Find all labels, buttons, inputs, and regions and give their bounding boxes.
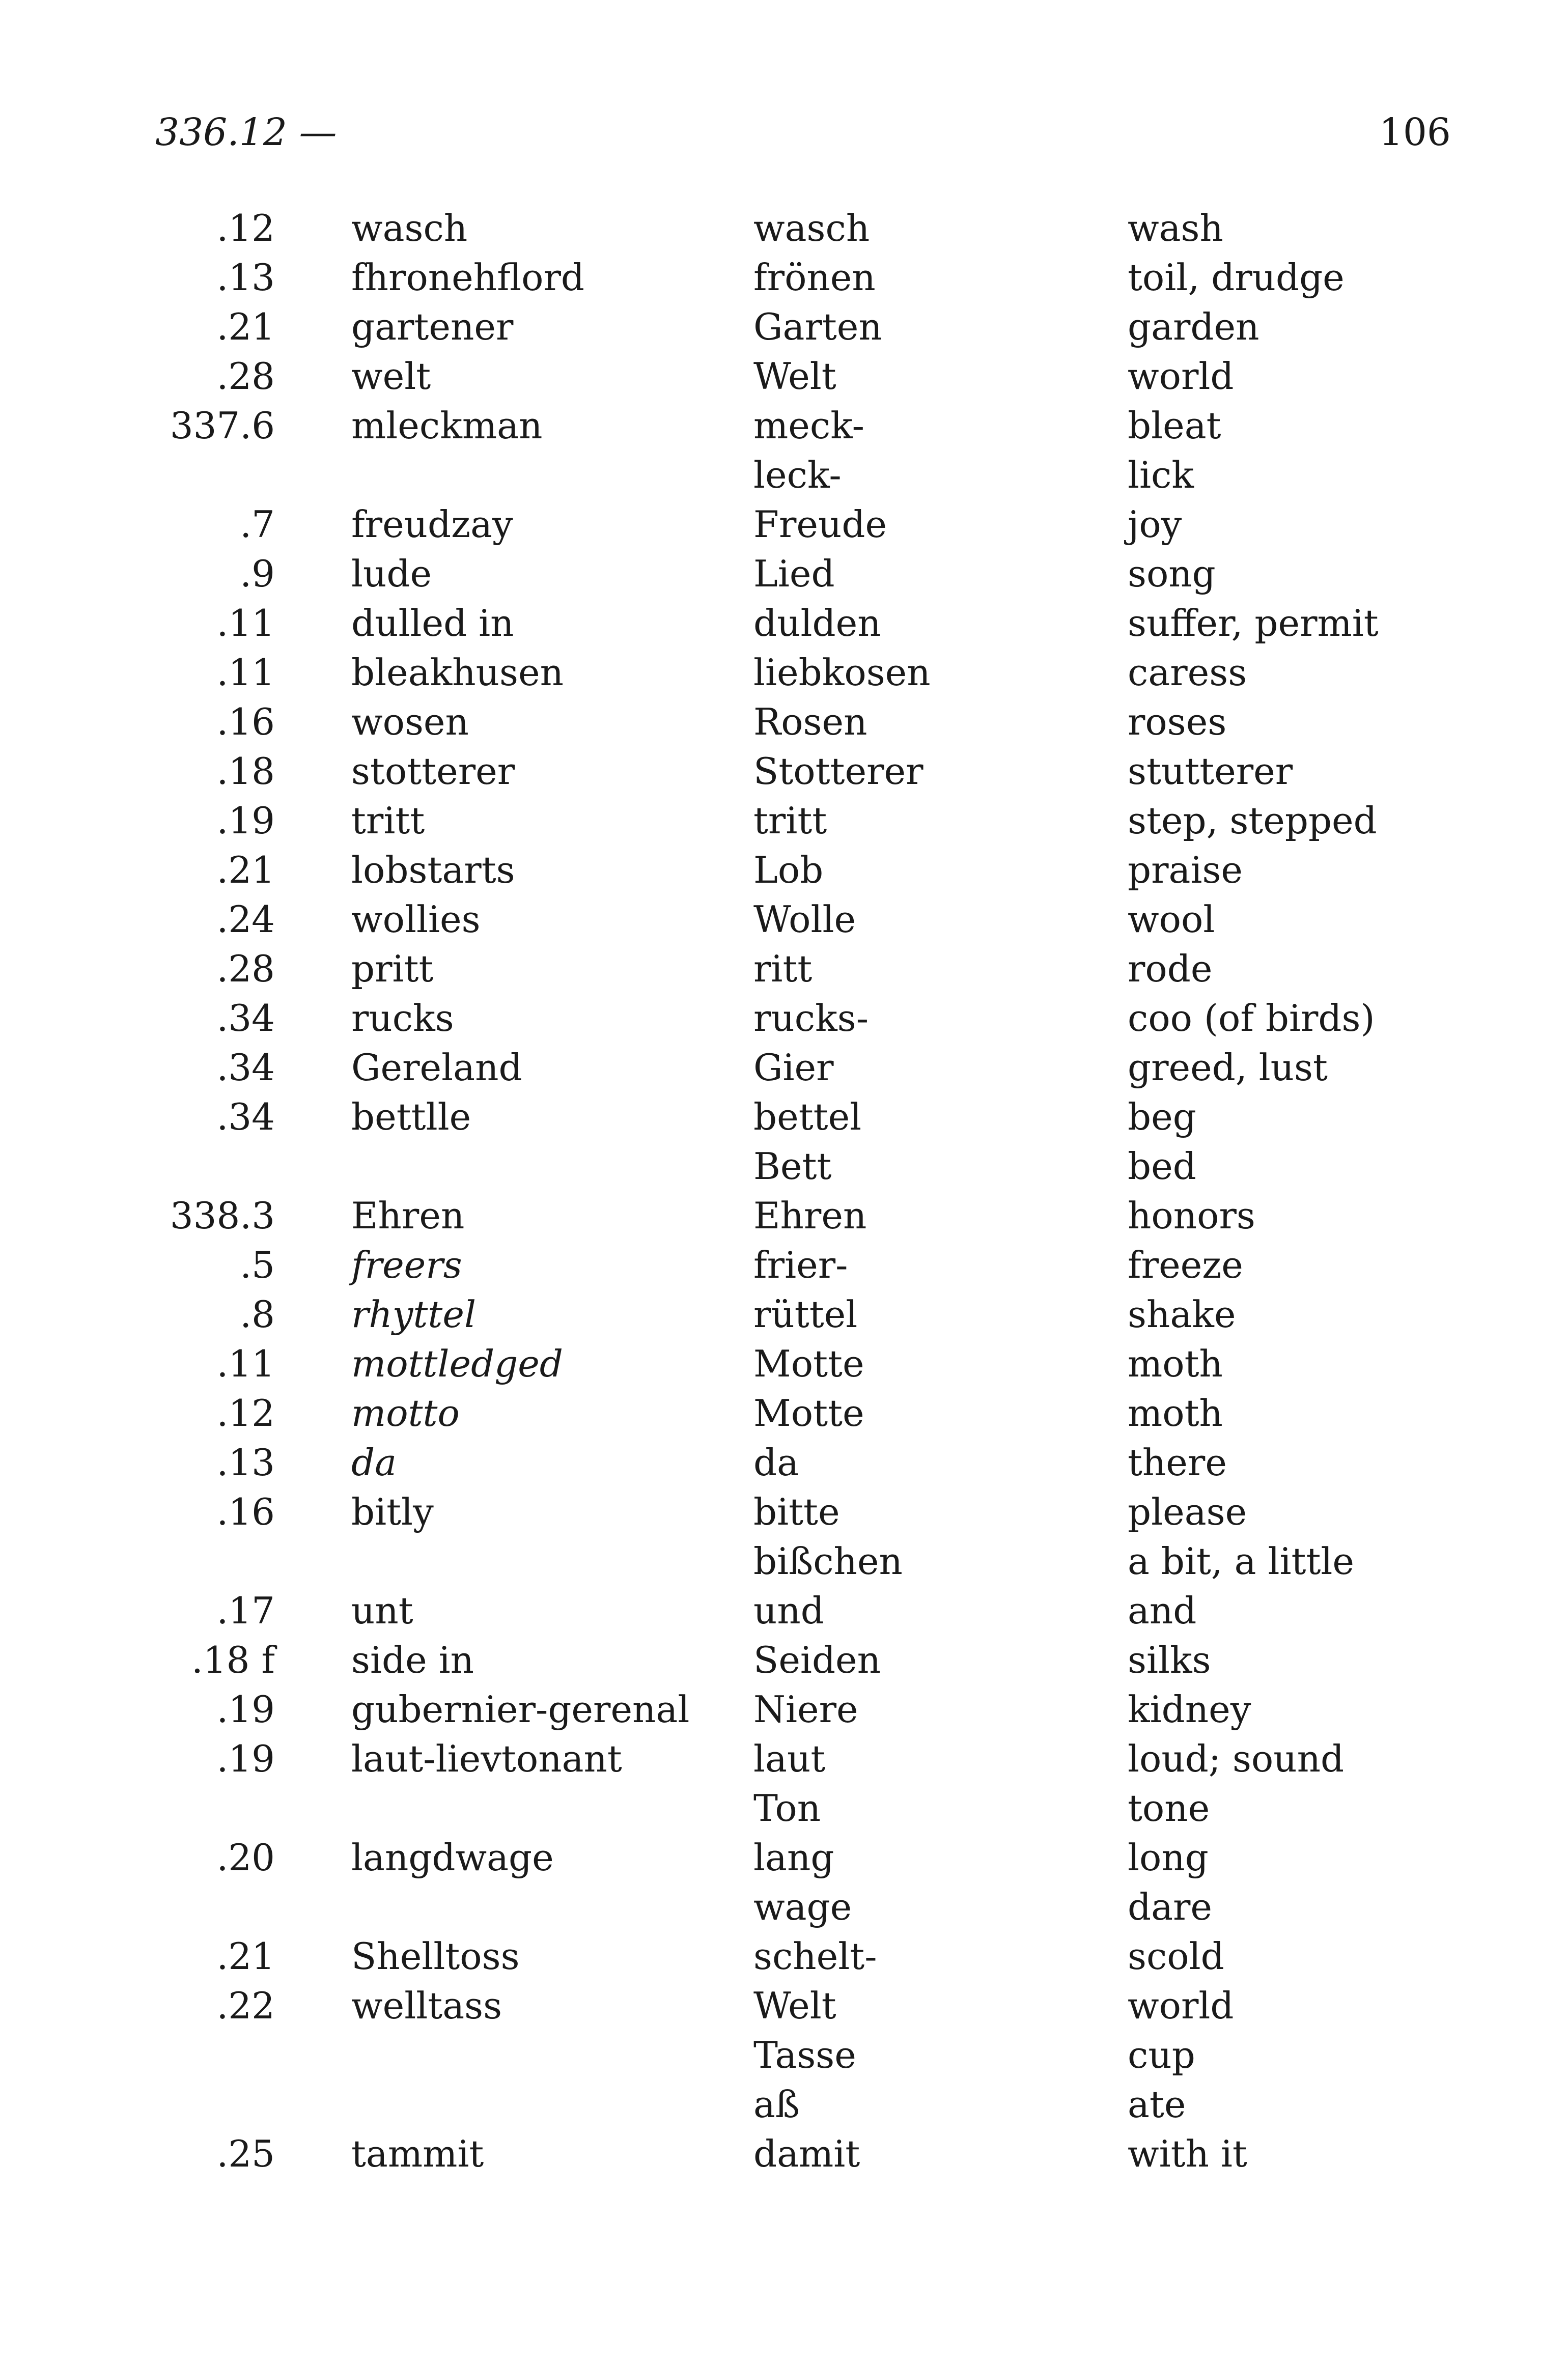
glossary-row	[0, 1636, 1568, 1685]
source-word: pritt	[351, 947, 434, 990]
glossary-row	[0, 994, 1568, 1043]
line-reference: .34	[216, 1095, 275, 1138]
english-gloss: praise	[1128, 849, 1243, 891]
english-gloss: silks	[1128, 1639, 1211, 1681]
german-word: liebkosen	[753, 651, 931, 694]
glossary-row	[0, 1142, 1568, 1191]
glossary-row	[0, 846, 1568, 895]
source-word: wosen	[351, 700, 469, 743]
glossary-row	[0, 401, 1568, 451]
glossary-row	[0, 697, 1568, 747]
english-gloss: long	[1128, 1836, 1209, 1879]
german-word: aß	[753, 2083, 800, 2126]
line-reference: .5	[240, 1244, 275, 1286]
line-reference: .25	[216, 2132, 275, 2175]
english-gloss: bed	[1128, 1145, 1196, 1188]
english-gloss: wash	[1128, 207, 1223, 249]
line-reference: .16	[216, 700, 275, 743]
line-reference: .11	[216, 602, 275, 644]
line-reference: .8	[240, 1293, 275, 1336]
english-gloss: rode	[1128, 947, 1213, 990]
source-word: langdwage	[351, 1836, 554, 1879]
page-number: 106	[1379, 110, 1451, 154]
glossary-row	[0, 648, 1568, 697]
english-gloss: joy	[1128, 503, 1182, 546]
english-gloss: toil, drudge	[1128, 256, 1345, 299]
source-word: bitly	[351, 1491, 434, 1533]
line-reference: .9	[240, 552, 275, 595]
english-gloss: dare	[1128, 1886, 1213, 1928]
german-word: da	[753, 1441, 799, 1484]
english-gloss: kidney	[1128, 1688, 1251, 1731]
source-word: Ehren	[351, 1194, 465, 1237]
source-word: rucks	[351, 997, 454, 1039]
german-word: wasch	[753, 207, 870, 249]
source-word: gubernier-gerenal	[351, 1688, 690, 1731]
german-word: und	[753, 1589, 824, 1632]
glossary-row	[0, 1487, 1568, 1537]
german-word: Stotterer	[753, 750, 923, 793]
glossary-row	[0, 1339, 1568, 1389]
glossary-row	[0, 796, 1568, 846]
english-gloss: world	[1128, 1984, 1234, 2027]
source-word: fhronehflord	[351, 256, 585, 299]
english-gloss: song	[1128, 552, 1216, 595]
source-word: mleckman	[351, 404, 543, 447]
source-word: rhyttel	[351, 1293, 476, 1336]
glossary-row	[0, 599, 1568, 648]
german-word: Niere	[753, 1688, 858, 1731]
source-word: Shelltoss	[351, 1935, 520, 1978]
german-word: rucks-	[753, 997, 869, 1039]
german-word: Welt	[753, 1984, 836, 2027]
german-word: frier-	[753, 1244, 848, 1286]
english-gloss: wool	[1128, 898, 1215, 941]
line-reference: .19	[216, 1688, 275, 1731]
german-word: Motte	[753, 1392, 864, 1435]
source-word: wasch	[351, 207, 468, 249]
line-reference: .28	[216, 947, 275, 990]
english-gloss: there	[1128, 1441, 1227, 1484]
source-word: bleakhusen	[351, 651, 564, 694]
english-gloss: loud; sound	[1128, 1737, 1345, 1780]
german-word: Freude	[753, 503, 887, 546]
line-reference: .20	[216, 1836, 275, 1879]
german-word: laut	[753, 1737, 826, 1780]
source-word: welltass	[351, 1984, 502, 2027]
german-word: Lob	[753, 849, 824, 891]
german-word: ritt	[753, 947, 813, 990]
glossary-row	[0, 747, 1568, 796]
line-reference: .21	[216, 305, 275, 348]
german-word: frönen	[753, 256, 876, 299]
source-word: motto	[351, 1392, 460, 1435]
german-word: Ton	[753, 1787, 821, 1830]
source-word: side in	[351, 1639, 474, 1681]
line-reference: .11	[216, 651, 275, 694]
german-word: Bett	[753, 1145, 832, 1188]
glossary-row	[0, 1882, 1568, 1932]
german-word: dulden	[753, 602, 881, 644]
line-reference: .34	[216, 997, 275, 1039]
line-reference: .7	[240, 503, 275, 546]
source-word: tammit	[351, 2132, 484, 2175]
english-gloss: shake	[1128, 1293, 1236, 1336]
source-word: Gereland	[351, 1046, 522, 1089]
line-reference: .28	[216, 355, 275, 398]
line-reference: .34	[216, 1046, 275, 1089]
line-reference: .16	[216, 1491, 275, 1533]
german-word: schelt-	[753, 1935, 877, 1978]
german-word: Tasse	[753, 2034, 856, 2076]
english-gloss: coo (of birds)	[1128, 997, 1375, 1039]
glossary-row	[0, 1981, 1568, 2031]
english-gloss: a bit, a little	[1128, 1540, 1355, 1583]
line-reference: .17	[216, 1589, 275, 1632]
source-word: laut-lievtonant	[351, 1737, 622, 1780]
english-gloss: tone	[1128, 1787, 1210, 1830]
german-word: lang	[753, 1836, 834, 1879]
glossary-row	[0, 549, 1568, 599]
german-word: leck-	[753, 454, 842, 496]
source-word: mottledged	[351, 1342, 564, 1385]
german-word: Gier	[753, 1046, 834, 1089]
glossary-row	[0, 1241, 1568, 1290]
glossary-row	[0, 302, 1568, 352]
german-word: Welt	[753, 355, 836, 398]
german-word: Rosen	[753, 700, 867, 743]
english-gloss: beg	[1128, 1095, 1196, 1138]
glossary-row	[0, 253, 1568, 302]
source-word: stotterer	[351, 750, 515, 793]
english-gloss: scold	[1128, 1935, 1224, 1978]
english-gloss: step, stepped	[1128, 799, 1377, 842]
source-word: tritt	[351, 799, 425, 842]
english-gloss: with it	[1128, 2132, 1247, 2175]
source-word: wollies	[351, 898, 481, 941]
german-word: rüttel	[753, 1293, 858, 1336]
glossary-row	[0, 1932, 1568, 1981]
english-gloss: caress	[1128, 651, 1247, 694]
english-gloss: roses	[1128, 700, 1227, 743]
glossary-row	[0, 1833, 1568, 1882]
glossary-row	[0, 204, 1568, 253]
german-word: damit	[753, 2132, 860, 2175]
german-word: Garten	[753, 305, 882, 348]
source-word: freers	[351, 1244, 462, 1286]
line-reference: .24	[216, 898, 275, 941]
glossary-row	[0, 2129, 1568, 2179]
glossary-row	[0, 1438, 1568, 1487]
line-reference: .19	[216, 799, 275, 842]
english-gloss: ate	[1128, 2083, 1186, 2126]
glossary-row	[0, 1290, 1568, 1339]
line-reference: 338.3	[170, 1194, 275, 1237]
english-gloss: honors	[1128, 1194, 1255, 1237]
line-reference: .12	[216, 1392, 275, 1435]
english-gloss: garden	[1128, 305, 1259, 348]
glossary-row	[0, 895, 1568, 944]
source-word: gartener	[351, 305, 514, 348]
source-word: bettlle	[351, 1095, 471, 1138]
glossary-row	[0, 2031, 1568, 2080]
glossary-row	[0, 1092, 1568, 1142]
glossary-row	[0, 500, 1568, 549]
german-word: Seiden	[753, 1639, 881, 1681]
line-reference: .12	[216, 207, 275, 249]
line-reference: .18 f	[191, 1639, 275, 1681]
glossary-row	[0, 944, 1568, 994]
english-gloss: freeze	[1128, 1244, 1243, 1286]
line-reference: 337.6	[170, 404, 275, 447]
glossary-row	[0, 1685, 1568, 1734]
line-reference: .13	[216, 1441, 275, 1484]
glossary-row	[0, 1043, 1568, 1092]
german-word: bißchen	[753, 1540, 903, 1583]
glossary-row	[0, 451, 1568, 500]
source-word: lobstarts	[351, 849, 515, 891]
english-gloss: world	[1128, 355, 1234, 398]
glossary-row	[0, 1734, 1568, 1784]
german-word: tritt	[753, 799, 827, 842]
line-reference: .19	[216, 1737, 275, 1780]
english-gloss: please	[1128, 1491, 1247, 1533]
english-gloss: moth	[1128, 1342, 1223, 1385]
english-gloss: and	[1128, 1589, 1197, 1632]
german-word: wage	[753, 1886, 852, 1928]
german-word: meck-	[753, 404, 864, 447]
glossary-row	[0, 1784, 1568, 1833]
source-word: freudzay	[351, 503, 513, 546]
glossary-row	[0, 1389, 1568, 1438]
english-gloss: greed, lust	[1128, 1046, 1328, 1089]
glossary-row	[0, 2080, 1568, 2129]
german-word: bitte	[753, 1491, 840, 1533]
german-word: bettel	[753, 1095, 862, 1138]
source-word: lude	[351, 552, 432, 595]
english-gloss: lick	[1128, 454, 1194, 496]
line-reference: .18	[216, 750, 275, 793]
running-head-reference: 336.12 —	[155, 110, 337, 154]
english-gloss: cup	[1128, 2034, 1195, 2076]
source-word: unt	[351, 1589, 413, 1632]
glossary-list	[0, 204, 1568, 2179]
english-gloss: bleat	[1128, 404, 1221, 447]
english-gloss: suffer, permit	[1128, 602, 1379, 644]
line-reference: .21	[216, 849, 275, 891]
source-word: welt	[351, 355, 431, 398]
german-word: Lied	[753, 552, 835, 595]
line-reference: .21	[216, 1935, 275, 1978]
glossary-row	[0, 352, 1568, 401]
line-reference: .22	[216, 1984, 275, 2027]
source-word: dulled in	[351, 602, 514, 644]
english-gloss: moth	[1128, 1392, 1223, 1435]
german-word: Wolle	[753, 898, 856, 941]
german-word: Ehren	[753, 1194, 867, 1237]
glossary-row	[0, 1586, 1568, 1636]
glossary-row	[0, 1537, 1568, 1586]
english-gloss: stutterer	[1128, 750, 1293, 793]
line-reference: .11	[216, 1342, 275, 1385]
german-word: Motte	[753, 1342, 864, 1385]
source-word: da	[351, 1441, 397, 1484]
glossary-row	[0, 1191, 1568, 1241]
line-reference: .13	[216, 256, 275, 299]
